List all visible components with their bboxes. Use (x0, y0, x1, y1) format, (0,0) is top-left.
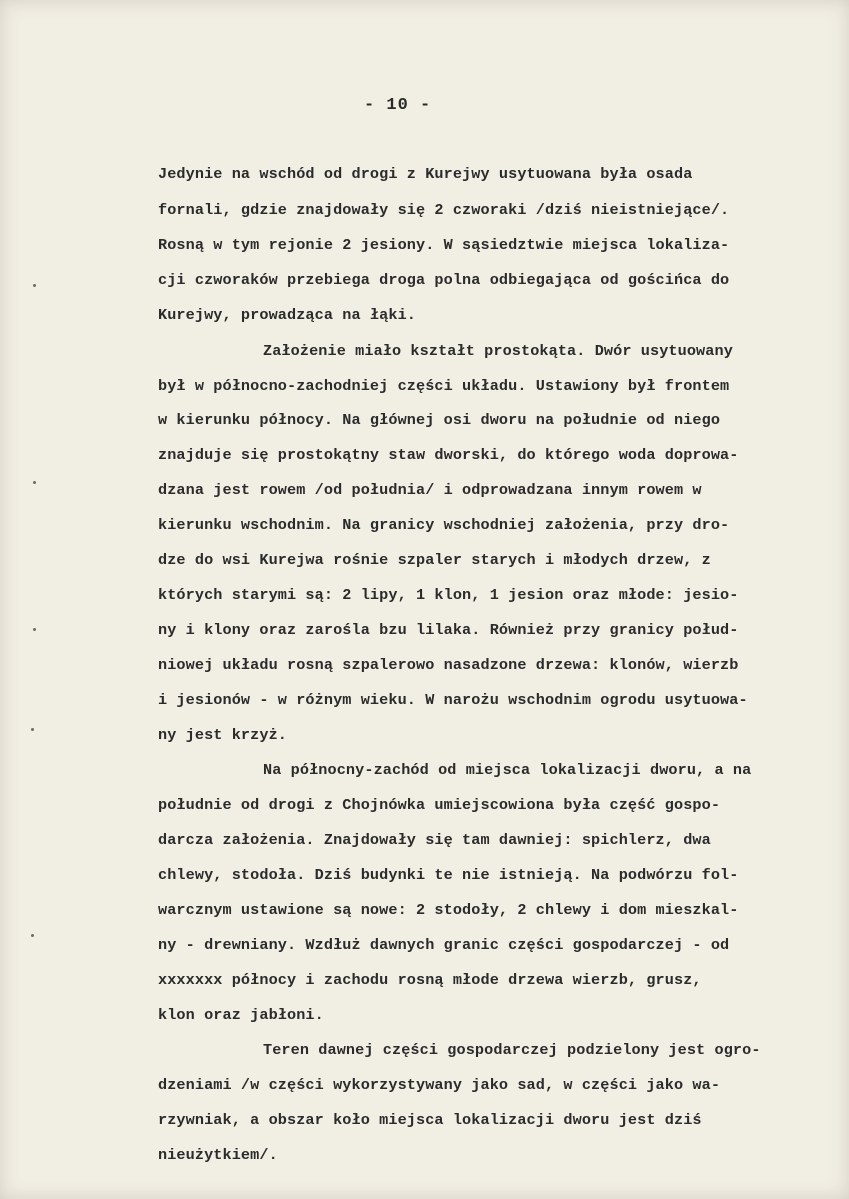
text-line: cji czworaków przebiega droga polna odbiegająca od gościńca do (158, 271, 730, 289)
punch-mark (33, 481, 36, 484)
text-line: Na północny-zachód od miejsca lokalizacji dworu, a na (263, 761, 752, 779)
text-line: warcznym ustawione są nowe: 2 stodoły, 2 chlewy i dom mieszkal- (158, 901, 739, 919)
punch-mark (33, 284, 36, 287)
text-line: Teren dawnej części gospodarczej podzielony jest ogro- (263, 1041, 761, 1059)
text-line: fornali, gdzie znajdowały się 2 czworaki /dziś nieistniejące/. (158, 201, 730, 219)
text-line: ny - drewniany. Wzdłuż dawnych granic części gospodarczej - od (158, 936, 730, 954)
text-line: darcza założenia. Znajdowały się tam dawniej: spichlerz, dwa (158, 831, 711, 849)
text-line: był w północno-zachodniej części układu. Ustawiony był frontem (158, 377, 730, 395)
text-line: znajduje się prostokątny staw dworski, do którego woda doprowa- (158, 446, 739, 464)
text-line: dzana jest rowem /od południa/ i odprowadzana innym rowem w (158, 481, 702, 499)
text-line: kierunku wschodnim. Na granicy wschodniej założenia, przy dro- (158, 516, 730, 534)
text-line: chlewy, stodoła. Dziś budynki te nie istnieją. Na podwórzu fol- (158, 866, 739, 884)
text-line: xxxxxxx północy i zachodu rosną młode drzewa wierzb, grusz, (158, 971, 702, 989)
text-line: i jesionów - w różnym wieku. W narożu wschodnim ogrodu usytuowa- (158, 691, 748, 709)
text-line: Rosną w tym rejonie 2 jesiony. W sąsiedztwie miejsca lokaliza- (158, 236, 730, 254)
page-number: - 10 - (364, 96, 432, 115)
text-line: dze do wsi Kurejwa rośnie szpaler starych i młodych drzew, z (158, 551, 711, 569)
text-line: rzywniak, a obszar koło miejsca lokalizacji dworu jest dziś (158, 1111, 702, 1129)
text-line: nieużytkiem/. (158, 1146, 278, 1164)
text-line: Kurejwy, prowadząca na łąki. (158, 306, 416, 324)
text-line: w kierunku północy. Na głównej osi dworu na południe od niego (158, 411, 721, 429)
text-line: klon oraz jabłoni. (158, 1006, 324, 1024)
punch-mark (31, 728, 34, 731)
punch-mark (33, 628, 36, 631)
punch-mark (31, 934, 34, 937)
text-line: niowej układu rosną szpalerowo nasadzone drzewa: klonów, wierzb (158, 656, 739, 674)
text-line: ny i klony oraz zarośla bzu lilaka. Również przy granicy połud- (158, 621, 739, 639)
text-line: których starymi są: 2 lipy, 1 klon, 1 jesion oraz młode: jesio- (158, 586, 739, 604)
text-line: Założenie miało kształt prostokąta. Dwór usytuowany (263, 342, 733, 360)
text-line: południe od drogi z Chojnówka umiejscowiona była część gospo- (158, 796, 721, 814)
text-line: dzeniami /w części wykorzystywany jako sad, w części jako wa- (158, 1076, 721, 1094)
text-line: Jedynie na wschód od drogi z Kurejwy usytuowana była osada (158, 165, 693, 183)
text-line: ny jest krzyż. (158, 726, 287, 744)
